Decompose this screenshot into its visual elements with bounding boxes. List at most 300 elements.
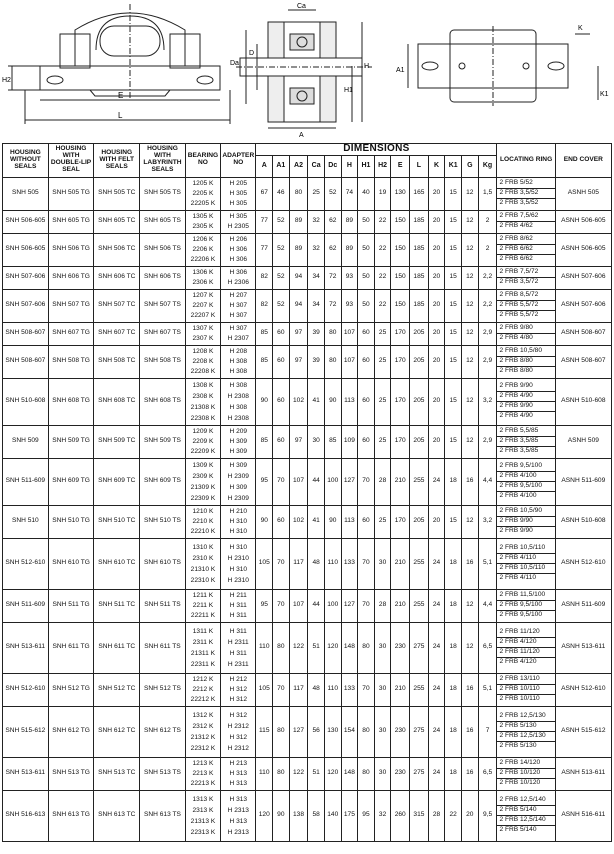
housing-labyrinth-cell: SNH 506 TS — [140, 233, 186, 266]
locating-ring: 2 FRB 7,5/62 — [497, 212, 554, 222]
bearing-no: 21309 K — [190, 483, 216, 491]
locating-ring-cell — [497, 210, 555, 233]
adapter-no: H 2313 — [227, 806, 249, 814]
header-dim-kg: Kg — [478, 155, 497, 177]
dimension-value-e: 210 — [391, 673, 410, 706]
housing-felt-cell: SNH 611 TC — [94, 622, 140, 673]
dimension-value-a2: 102 — [289, 378, 308, 425]
dim-label-k: K — [578, 25, 583, 32]
locating-ring: 2 FRB 9,5/100 — [497, 601, 554, 611]
adapter-no: H 2307 — [227, 334, 249, 342]
bearing-no-cell — [185, 266, 220, 289]
dimension-value-e: 150 — [391, 210, 410, 233]
dimension-value-ca: 44 — [308, 589, 325, 622]
housing-felt-cell: SNH 607 TC — [94, 322, 140, 345]
dimension-value-dc: 110 — [324, 538, 341, 589]
housing-felt-cell: SNH 511 TC — [94, 589, 140, 622]
dimension-value-h1: 50 — [358, 210, 375, 233]
locating-ring: 2 FRB 4/80 — [499, 334, 533, 341]
bearing-no: 1306 K — [192, 268, 214, 276]
end-cover-cell: ASNH 506-605 — [555, 233, 611, 266]
dimension-value-ca: 25 — [308, 177, 325, 210]
locating-ring-cell — [497, 458, 555, 505]
adapter-no: H 309 — [229, 461, 248, 469]
dimension-value-h2: 30 — [374, 706, 391, 757]
dimension-value-k1: 15 — [445, 233, 462, 266]
locating-ring: 2 FRB 10/120 — [499, 778, 541, 786]
dimension-value-a1: 70 — [273, 673, 290, 706]
dimension-value-l: 205 — [410, 345, 429, 378]
dim-label-e: E — [118, 91, 124, 100]
bearing-no: 21311 K — [190, 649, 215, 657]
dimension-value-h2: 19 — [374, 177, 391, 210]
locating-ring: 2 FRB 12,5/130 — [497, 732, 554, 742]
dimension-value-kg: 5,1 — [478, 538, 497, 589]
adapter-no: H 305 — [229, 189, 248, 197]
dimension-value-ca: 48 — [308, 538, 325, 589]
housing-without-seals-cell: SNH 513-611 — [3, 757, 49, 790]
adapter-no: H 305 — [229, 199, 248, 207]
dimension-value-l: 255 — [410, 538, 429, 589]
dimension-value-a: 67 — [256, 177, 273, 210]
dimension-value-k: 20 — [428, 345, 445, 378]
housing-felt-cell: SNH 510 TC — [94, 505, 140, 538]
housing-labyrinth-cell: SNH 605 TS — [140, 210, 186, 233]
housing-double-lip-cell: SNH 609 TG — [48, 458, 94, 505]
dimension-value-h: 74 — [341, 177, 358, 210]
housing-felt-cell: SNH 508 TC — [94, 345, 140, 378]
bearing-no: 22207 K — [190, 311, 216, 319]
dimension-value-a2: 107 — [289, 458, 308, 505]
adapter-no-cell — [221, 505, 256, 538]
dimension-value-h1: 40 — [358, 177, 375, 210]
bearing-no: 2311 K — [192, 638, 214, 646]
dimension-value-h: 113 — [341, 505, 358, 538]
adapter-no-cell — [221, 266, 256, 289]
adapter-no-cell — [221, 458, 256, 505]
end-cover-cell: ASNH 507-606 — [555, 289, 611, 322]
dimension-value-h: 107 — [341, 345, 358, 378]
end-cover-cell: ASNH 515-612 — [555, 706, 611, 757]
bearing-no-cell — [185, 757, 220, 790]
housing-labyrinth-cell: SNH 606 TS — [140, 266, 186, 289]
housing-felt-cell: SNH 605 TC — [94, 210, 140, 233]
housing-labyrinth-cell: SNH 511 TS — [140, 589, 186, 622]
header-dimensions: DIMENSIONS — [256, 144, 497, 156]
adapter-no-cell — [221, 233, 256, 266]
housing-labyrinth-cell: SNH 607 TS — [140, 322, 186, 345]
bearing-no: 1307 K — [192, 324, 214, 332]
bearing-no-cell — [185, 425, 220, 458]
housing-without-seals-cell: SNH 510-608 — [3, 378, 49, 425]
housing-double-lip-cell: SNH 606 TG — [48, 266, 94, 289]
dimension-value-a: 82 — [256, 289, 273, 322]
adapter-no: H 2312 — [227, 744, 249, 752]
dimension-value-k: 24 — [428, 757, 445, 790]
end-cover-cell: ASNH 511-609 — [555, 589, 611, 622]
dim-label-a: A — [299, 132, 304, 139]
dimension-value-dc: 100 — [324, 458, 341, 505]
housing-labyrinth-cell: SNH 509 TS — [140, 425, 186, 458]
locating-ring-cell — [497, 177, 555, 210]
locating-ring: 2 FRB 10,5/110 — [497, 544, 554, 554]
dimension-value-l: 275 — [410, 622, 429, 673]
bearing-no: 2305 K — [192, 222, 214, 230]
dimension-value-dc: 80 — [324, 345, 341, 378]
dimension-value-h1: 70 — [358, 458, 375, 505]
dimension-value-a2: 89 — [289, 233, 308, 266]
adapter-no: H 2313 — [227, 828, 249, 836]
adapter-no: H 308 — [229, 357, 248, 365]
dimension-value-a1: 46 — [273, 177, 290, 210]
dimension-value-ca: 34 — [308, 266, 325, 289]
table-row — [3, 622, 612, 673]
bearing-no: 22312 K — [190, 744, 216, 752]
dimension-value-k: 20 — [428, 210, 445, 233]
dimension-value-a1: 52 — [273, 210, 290, 233]
locating-ring: 2 FRB 4/110 — [499, 573, 537, 581]
dimension-value-h1: 60 — [358, 378, 375, 425]
dimension-value-kg: 4,4 — [478, 458, 497, 505]
end-cover-cell: ASNH 510-608 — [555, 378, 611, 425]
locating-ring: 2 FRB 3,5/85 — [497, 437, 554, 447]
housing-without-seals-cell: SNH 507-606 — [3, 266, 49, 289]
bearing-no: 1211 K — [192, 591, 214, 599]
dimension-value-h: 107 — [341, 322, 358, 345]
dimension-value-a2: 97 — [289, 322, 308, 345]
header-dim-a: A — [256, 155, 273, 177]
locating-ring: 2 FRB 5,5/72 — [499, 310, 539, 318]
dimension-value-a: 95 — [256, 589, 273, 622]
dimension-value-h: 175 — [341, 790, 358, 841]
dimension-value-e: 210 — [391, 538, 410, 589]
dimension-value-ca: 39 — [308, 345, 325, 378]
adapter-no: H 208 — [229, 347, 248, 355]
housing-without-seals-cell: SNH 506-605 — [3, 210, 49, 233]
dimension-value-h2: 30 — [374, 538, 391, 589]
front-view-drawing — [8, 4, 230, 124]
header-end-cover: END COVER — [555, 144, 611, 178]
adapter-no: H 312 — [229, 685, 248, 693]
locating-ring-cell — [497, 706, 555, 757]
dimension-value-h1: 50 — [358, 289, 375, 322]
dimension-value-a2: 122 — [289, 622, 308, 673]
locating-ring: 2 FRB 5,5/72 — [497, 301, 554, 311]
dimension-value-ca: 34 — [308, 289, 325, 322]
dimension-value-e: 130 — [391, 177, 410, 210]
header-bearing-no: BEARING NO — [185, 144, 220, 178]
dimension-value-ca: 41 — [308, 505, 325, 538]
dimension-value-g: 12 — [461, 505, 478, 538]
bearing-no-cell — [185, 673, 220, 706]
table-row — [3, 673, 612, 706]
dimension-value-a2: 80 — [289, 177, 308, 210]
bearing-no: 2206 K — [192, 245, 214, 253]
locating-ring: 2 FRB 10/120 — [497, 769, 554, 779]
adapter-no: H 2305 — [227, 222, 249, 230]
dimension-value-h2: 22 — [374, 210, 391, 233]
dimension-value-k1: 18 — [445, 622, 462, 673]
table-row — [3, 345, 612, 378]
dimension-value-h2: 30 — [374, 622, 391, 673]
dimension-value-k: 24 — [428, 589, 445, 622]
dimension-value-kg: 1,5 — [478, 177, 497, 210]
bearing-no-cell — [185, 233, 220, 266]
dimension-value-k: 28 — [428, 790, 445, 841]
dimension-value-a: 90 — [256, 378, 273, 425]
bearing-no: 1207 K — [192, 291, 214, 299]
dimension-value-dc: 52 — [324, 177, 341, 210]
adapter-no: H 310 — [229, 543, 248, 551]
locating-ring: 2 FRB 10,5/110 — [497, 564, 554, 574]
bearing-no: 1213 K — [192, 759, 214, 767]
dimension-value-h1: 70 — [358, 538, 375, 589]
bearing-no: 2208 K — [192, 357, 214, 365]
dimension-value-l: 185 — [410, 266, 429, 289]
dimension-value-e: 170 — [391, 425, 410, 458]
dimension-value-a: 85 — [256, 345, 273, 378]
bearing-no: 2213 K — [192, 769, 214, 777]
dimension-value-l: 275 — [410, 706, 429, 757]
bearing-no: 2309 K — [192, 472, 214, 480]
locating-ring: 2 FRB 12,5/140 — [497, 816, 554, 826]
dimension-value-dc: 62 — [324, 210, 341, 233]
locating-ring: 2 FRB 8,5/72 — [497, 291, 554, 301]
dimension-value-e: 150 — [391, 266, 410, 289]
adapter-no-cell — [221, 622, 256, 673]
dimension-value-h2: 25 — [374, 345, 391, 378]
bearing-no: 22206 K — [190, 255, 216, 263]
adapter-no: H 309 — [229, 447, 248, 455]
dimension-value-e: 230 — [391, 757, 410, 790]
end-cover-cell: ASNH 512-610 — [555, 538, 611, 589]
adapter-no: H 312 — [229, 733, 248, 741]
table-row — [3, 266, 612, 289]
header-dim-l: L — [410, 155, 429, 177]
housing-felt-cell: SNH 506 TC — [94, 233, 140, 266]
bearing-no: 1208 K — [192, 347, 214, 355]
dimension-value-h: 89 — [341, 233, 358, 266]
locating-ring-cell — [497, 289, 555, 322]
bearing-no-cell — [185, 622, 220, 673]
housing-labyrinth-cell: SNH 513 TS — [140, 757, 186, 790]
adapter-no-cell — [221, 322, 256, 345]
locating-ring: 2 FRB 9/90 — [497, 517, 554, 527]
table-body — [3, 177, 612, 841]
dimension-value-l: 185 — [410, 289, 429, 322]
locating-ring: 2 FRB 5/130 — [499, 741, 537, 749]
housing-without-seals-cell: SNH 509 — [3, 425, 49, 458]
housing-labyrinth-cell: SNH 510 TS — [140, 505, 186, 538]
dimension-value-k: 24 — [428, 706, 445, 757]
bearing-no: 21313 K — [190, 817, 216, 825]
bearing-no: 22209 K — [190, 447, 216, 455]
dimension-value-h2: 30 — [374, 757, 391, 790]
dimension-value-k1: 18 — [445, 757, 462, 790]
dimension-value-g: 12 — [461, 177, 478, 210]
locating-ring-cell — [497, 538, 555, 589]
locating-ring: 2 FRB 9,5/100 — [497, 462, 554, 472]
housing-double-lip-cell: SNH 507 TG — [48, 289, 94, 322]
dimension-value-dc: 85 — [324, 425, 341, 458]
dimension-value-ca: 39 — [308, 322, 325, 345]
locating-ring: 2 FRB 4/90 — [497, 392, 554, 402]
adapter-no: H 308 — [229, 381, 248, 389]
adapter-no: H 305 — [229, 212, 248, 220]
end-cover-cell: ASNH 506-605 — [555, 210, 611, 233]
adapter-no: H 312 — [229, 711, 248, 719]
bearing-no: 1209 K — [192, 427, 214, 435]
dimension-value-a2: 89 — [289, 210, 308, 233]
dimension-value-k: 20 — [428, 505, 445, 538]
housing-without-seals-cell: SNH 507-606 — [3, 289, 49, 322]
bearing-no-cell — [185, 345, 220, 378]
adapter-no-cell — [221, 757, 256, 790]
locating-ring: 2 FRB 8/80 — [497, 357, 554, 367]
dimension-value-a: 110 — [256, 757, 273, 790]
dimension-value-a2: 117 — [289, 538, 308, 589]
dimension-value-h: 133 — [341, 538, 358, 589]
adapter-no: H 306 — [229, 268, 248, 276]
locating-ring: 2 FRB 8/62 — [497, 235, 554, 245]
dimension-value-l: 185 — [410, 210, 429, 233]
locating-ring: 2 FRB 9/90 — [497, 402, 554, 412]
dimension-value-h: 109 — [341, 425, 358, 458]
dimension-value-a2: 122 — [289, 757, 308, 790]
dimension-value-l: 255 — [410, 673, 429, 706]
header-dim-h: H — [341, 155, 358, 177]
dimension-value-k: 20 — [428, 378, 445, 425]
housing-double-lip-cell: SNH 608 TG — [48, 378, 94, 425]
bearing-no-cell — [185, 177, 220, 210]
dimension-value-a: 105 — [256, 538, 273, 589]
dimension-value-kg: 3,2 — [478, 378, 497, 425]
dimension-value-k1: 15 — [445, 425, 462, 458]
dimension-value-g: 16 — [461, 458, 478, 505]
end-cover-cell: ASNH 509 — [555, 425, 611, 458]
dim-label-k1: K1 — [600, 91, 609, 98]
bearing-no: 2207 K — [192, 301, 214, 309]
locating-ring: 2 FRB 4/90 — [499, 411, 533, 419]
dimension-value-ca: 56 — [308, 706, 325, 757]
housing-felt-cell: SNH 608 TC — [94, 378, 140, 425]
adapter-no: H 311 — [229, 611, 247, 619]
housing-felt-cell: SNH 613 TC — [94, 790, 140, 841]
dimension-value-a1: 80 — [273, 622, 290, 673]
housing-double-lip-cell: SNH 607 TG — [48, 322, 94, 345]
bearing-no: 2312 K — [192, 722, 214, 730]
locating-ring: 2 FRB 9,5/100 — [499, 610, 543, 618]
dimension-value-a1: 52 — [273, 233, 290, 266]
dimension-value-a1: 52 — [273, 289, 290, 322]
adapter-no: H 311 — [229, 601, 247, 609]
bearing-no: 22309 K — [190, 494, 216, 502]
locating-ring: 2 FRB 3,5/52 — [497, 189, 554, 199]
table-row — [3, 210, 612, 233]
bearing-no: 2209 K — [192, 437, 214, 445]
dimension-value-h2: 25 — [374, 378, 391, 425]
dimension-value-a1: 60 — [273, 345, 290, 378]
bearing-no: 1205 K — [192, 179, 214, 187]
dim-label-d: D — [249, 50, 255, 57]
dimension-value-ca: 32 — [308, 210, 325, 233]
header-dim-g: G — [461, 155, 478, 177]
housing-felt-cell: SNH 513 TC — [94, 757, 140, 790]
dimension-value-e: 170 — [391, 345, 410, 378]
housing-without-seals-cell: SNH 512-610 — [3, 673, 49, 706]
dim-label-da: Da — [230, 60, 239, 67]
dimension-value-k1: 15 — [445, 378, 462, 425]
bearing-no: 1206 K — [192, 235, 214, 243]
housing-labyrinth-cell: SNH 611 TS — [140, 622, 186, 673]
bearing-no: 22210 K — [190, 527, 216, 535]
housing-without-seals-cell: SNH 510 — [3, 505, 49, 538]
dimension-value-a1: 70 — [273, 589, 290, 622]
dimension-value-kg: 2,2 — [478, 289, 497, 322]
technical-drawings — [0, 0, 614, 143]
dimension-value-kg: 4,4 — [478, 589, 497, 622]
header-dim-k: K — [428, 155, 445, 177]
bearing-no: 22213 K — [190, 779, 216, 787]
adapter-no: H 2311 — [227, 660, 249, 668]
dimension-value-k1: 22 — [445, 790, 462, 841]
housing-felt-cell: SNH 606 TC — [94, 266, 140, 289]
dimension-value-h2: 32 — [374, 790, 391, 841]
housing-without-seals-cell: SNH 516-613 — [3, 790, 49, 841]
bearing-no: 2307 K — [192, 334, 214, 342]
header-dim-a1: A1 — [273, 155, 290, 177]
housing-labyrinth-cell: SNH 608 TS — [140, 378, 186, 425]
housing-double-lip-cell: SNH 511 TG — [48, 589, 94, 622]
bearing-no-cell — [185, 706, 220, 757]
dimension-value-dc: 72 — [324, 266, 341, 289]
dimension-value-a: 85 — [256, 322, 273, 345]
adapter-no: H 313 — [229, 769, 248, 777]
dimension-value-k1: 18 — [445, 458, 462, 505]
dimension-value-h2: 30 — [374, 673, 391, 706]
locating-ring: 2 FRB 3,5/85 — [499, 446, 539, 454]
dimension-value-a2: 102 — [289, 505, 308, 538]
dimension-value-ca: 30 — [308, 425, 325, 458]
dimension-value-g: 12 — [461, 322, 478, 345]
dimension-value-k1: 15 — [445, 505, 462, 538]
adapter-no-cell — [221, 589, 256, 622]
locating-ring-cell — [497, 425, 555, 458]
bearing-no: 1313 K — [192, 795, 214, 803]
end-cover-cell: ASNH 516-611 — [555, 790, 611, 841]
dimension-value-k1: 15 — [445, 322, 462, 345]
adapter-no-cell — [221, 538, 256, 589]
dimension-value-a1: 80 — [273, 757, 290, 790]
table-row — [3, 706, 612, 757]
dimension-value-e: 230 — [391, 706, 410, 757]
table-row — [3, 289, 612, 322]
bearing-no: 22308 K — [190, 414, 216, 422]
header-housing-felt: HOUSING WITH FELT SEALS — [94, 144, 140, 178]
dimension-value-kg: 2,9 — [478, 345, 497, 378]
dimension-value-l: 255 — [410, 458, 429, 505]
table-row — [3, 378, 612, 425]
dimension-value-kg: 2,2 — [478, 266, 497, 289]
locating-ring-cell — [497, 673, 555, 706]
dimension-value-k1: 15 — [445, 345, 462, 378]
housing-labyrinth-cell: SNH 612 TS — [140, 706, 186, 757]
dimension-value-a2: 138 — [289, 790, 308, 841]
dimension-value-a2: 97 — [289, 425, 308, 458]
bearing-no-cell — [185, 378, 220, 425]
end-cover-cell: ASNH 511-609 — [555, 458, 611, 505]
dimension-value-ca: 44 — [308, 458, 325, 505]
